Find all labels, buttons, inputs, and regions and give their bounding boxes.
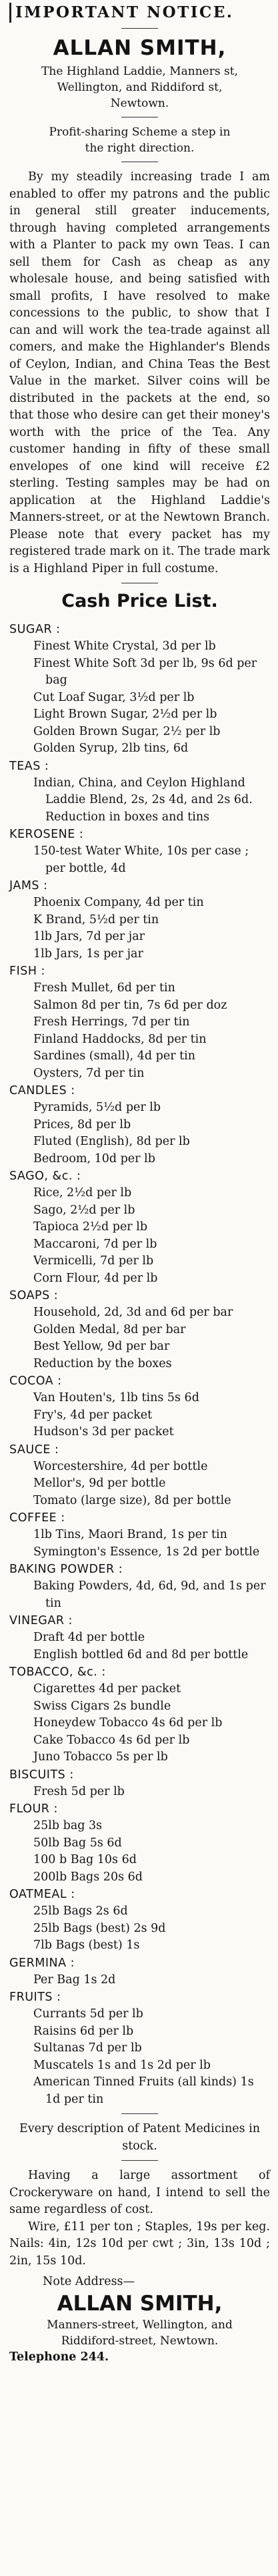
telephone: Telephone 244.	[9, 2350, 109, 2364]
price-item: Household, 2d, 3d and 6d per bar	[33, 1306, 233, 1319]
price-item: Fry's, 4d per packet	[33, 1408, 153, 1422]
price-item: Sardines (small), 4d per tin	[33, 1049, 196, 1063]
price-item: Mellor's, 9d per bottle	[33, 1477, 166, 1490]
price-item: Per Bag 1s 2d	[33, 1973, 116, 1987]
price-item: Light Brown Sugar, 2½d per lb	[33, 708, 217, 721]
notice-title: IMPORTANT NOTICE.	[9, 3, 270, 23]
price-category: SAGO, &c. :	[9, 1170, 81, 1183]
price-category: FISH :	[9, 965, 45, 978]
price-item: English bottled 6d and 8d per bottle	[33, 1647, 249, 1661]
price-item: Juno Tobacco 5s per lb	[33, 1750, 168, 1764]
price-category: BISCUITS :	[9, 1768, 74, 1782]
price-item: Hudson's 3d per packet	[33, 1425, 174, 1439]
price-item: Salmon 8d per tin, 7s 6d per doz	[33, 998, 227, 1012]
price-category: SOAPS :	[9, 1289, 59, 1302]
hardware-note: Wire, £11 per ton ; Staples, 19s per keg. Nails: 4in, 12s 10d per cwt ; 3in, 13s 10d ; 2in, 15s 10d.	[9, 2220, 270, 2268]
price-category: BAKING POWDER :	[9, 1563, 123, 1576]
price-item: Indian, China, and Ceylon Highland Laddie Blend, 2s, 2s 4d, and 2s 6d. Reduction in boxes and tins	[33, 776, 253, 824]
price-item: Best Yellow, 9d per bar	[33, 1340, 170, 1353]
price-item: Vermicelli, 7d per lb	[33, 1254, 154, 1268]
price-item: 100 b Bag 10s 6d	[33, 1853, 137, 1866]
price-item: Prices, 8d per lb	[33, 1117, 131, 1131]
price-item: Reduction by the boxes	[33, 1356, 172, 1370]
price-item: Golden Medal, 8d per bar	[33, 1322, 186, 1336]
divider	[121, 2160, 158, 2161]
price-item: Van Houten's, 1lb tins 5s 6d	[33, 1391, 199, 1404]
price-item: Bedroom, 10d per lb	[33, 1151, 155, 1166]
price-item: Sago, 2½d per lb	[33, 1203, 135, 1217]
price-list	[9, 621, 270, 2108]
price-item: American Tinned Fruits (all kinds) 1s 1d per tin	[33, 2075, 254, 2106]
footer-address-line: Manners-street, Wellington, and	[47, 2318, 233, 2332]
price-item: Raisins 6d per lb	[33, 2024, 134, 2038]
price-item: 200lb Bags 20s 6d	[33, 1870, 143, 1884]
price-item: Pyramids, 5½d per lb	[33, 1101, 161, 1114]
price-item: Oysters, 7d per tin	[33, 1066, 145, 1080]
price-item: 1lb Tins, Maori Brand, 1s per tin	[33, 1528, 227, 1541]
price-item: Sultanas 7d per lb	[33, 2041, 142, 2055]
price-item: Maccaroni, 7d per lb	[33, 1237, 157, 1251]
price-item: Fresh Herrings, 7d per tin	[33, 1015, 190, 1029]
price-category: SUGAR :	[9, 623, 61, 636]
crockery-note: Having a large assortment of Crockeryware on hand, I intend to sell the same regardless of cost.	[9, 2169, 270, 2216]
price-item: Finest White Crystal, 3d per lb	[33, 639, 216, 653]
price-item: 50lb Bag 5s 6d	[33, 1836, 122, 1850]
price-category: FRUITS :	[9, 1991, 61, 2004]
notice-body: By my steadily increasing trade I am enabled to offer my patrons and the public in general still greater inducements, through having completed arrangements with a Planter to pack my own Teas. I can sell them for Cash as cheap as any wholesale house, and being satisfied with small profits, I have resolved to make concessions to the public, to show that I can and will work the tea-trade against all comers, and make the Highlander's Blends of Ceylon, Indian, and China Teas the Best Value in the market. Silver coins will be distributed in the packets at the end, so that those who desire can get their money's worth with the price of the Tea. Any customer handing in fifty of these small envelopes of one kind will receive £2 sterling. Testing samples may be had on application at the Highland Laddie's Manners-street, or at the Newtown Branch. Please note that every packet has my registered trade mark on it. The trade mark is a Highland Piper in full costume.	[9, 170, 270, 575]
price-item: Currants 5d per lb	[33, 2007, 143, 2021]
price-item: Finest White Soft 3d per lb, 9s 6d per bag	[33, 656, 257, 687]
price-item: 25lb Bags (best) 2s 9d	[33, 1921, 166, 1935]
price-category: GERMINA :	[9, 1956, 75, 1970]
price-item: Cake Tobacco 4s 6d per lb	[33, 1733, 190, 1747]
price-item: Draft 4d per bottle	[33, 1631, 145, 1644]
address-line: Wellington, and Riddiford st,	[57, 81, 223, 94]
price-category: COFFEE :	[9, 1511, 65, 1525]
footer-proprietor-name: ALLAN SMITH,	[57, 2292, 223, 2316]
price-category: TEAS :	[9, 759, 49, 773]
price-category: SAUCE :	[9, 1443, 59, 1457]
price-item: K Brand, 5½d per tin	[33, 913, 159, 927]
price-item: Corn Flour, 4d per lb	[33, 1271, 158, 1285]
price-category: KEROSENE :	[9, 828, 84, 841]
headline-line: Profit-sharing Scheme a step in	[49, 125, 231, 139]
price-item: 25lb bag 3s	[33, 1819, 103, 1832]
price-item: Cigarettes 4d per packet	[33, 1682, 181, 1696]
footer-address-line: Riddiford-street, Newtown.	[61, 2334, 219, 2348]
address-label: Note Address—	[43, 2275, 135, 2288]
price-category: TOBACCO, &c. :	[9, 1665, 106, 1679]
price-item: Cut Loaf Sugar, 3½d per lb	[33, 690, 195, 704]
price-category: FLOUR :	[9, 1802, 58, 1816]
address-line: Newtown.	[110, 97, 169, 110]
price-item: Tomato (large size), 8d per bottle	[33, 1493, 231, 1507]
address-line: The Highland Laddie, Manners st,	[41, 65, 238, 78]
price-category: JAMS :	[9, 879, 48, 892]
price-category: OATMEAL :	[9, 1888, 75, 1901]
price-item: 1lb Jars, 1s per jar	[33, 947, 143, 961]
price-item: Fresh Mullet, 6d per tin	[33, 981, 175, 995]
price-category: CANDLES :	[9, 1084, 75, 1097]
proprietor-name: ALLAN SMITH,	[53, 36, 227, 60]
price-item: Swiss Cigars 2s bundle	[33, 1699, 171, 1713]
price-item: Symington's Essence, 1s 2d per bottle	[33, 1545, 260, 1559]
price-item: Golden Brown Sugar, 2½ per lb	[33, 724, 221, 738]
price-item: 150-test Water White, 10s per case ; per bottle, 4d	[33, 844, 249, 875]
price-list-heading: Cash Price List.	[61, 591, 218, 611]
price-item: Finland Haddocks, 8d per tin	[33, 1032, 207, 1046]
price-item: Golden Syrup, 2lb tins, 6d	[33, 742, 189, 755]
price-item: Fluted (English), 8d per lb	[33, 1135, 190, 1148]
price-category: VINEGAR :	[9, 1614, 73, 1627]
price-item: Honeydew Tobacco 4s 6d per lb	[33, 1716, 223, 1730]
price-item: 25lb Bags 2s 6d	[33, 1904, 128, 1918]
divider	[121, 2113, 158, 2114]
price-item: 7lb Bags (best) 1s	[33, 1939, 140, 1952]
patent-medicines-note: Every description of Patent Medicines in stock.	[19, 2122, 261, 2153]
price-category: COCOA :	[9, 1374, 62, 1388]
price-item: 1lb Jars, 7d per jar	[33, 930, 145, 943]
price-item: Fresh 5d per lb	[33, 1784, 125, 1798]
price-item: Baking Powders, 4d, 6d, 9d, and 1s per tin	[33, 1579, 266, 1610]
price-item: Worcestershire, 4d per bottle	[33, 1459, 208, 1473]
divider	[121, 28, 158, 29]
price-item: Rice, 2½d per lb	[33, 1186, 132, 1200]
price-item: Tapioca 2½d per lb	[33, 1220, 148, 1234]
price-item: Phoenix Company, 4d per tin	[33, 896, 204, 909]
price-item: Muscatels 1s and 1s 2d per lb	[33, 2058, 211, 2072]
headline-line: the right direction.	[85, 142, 195, 155]
